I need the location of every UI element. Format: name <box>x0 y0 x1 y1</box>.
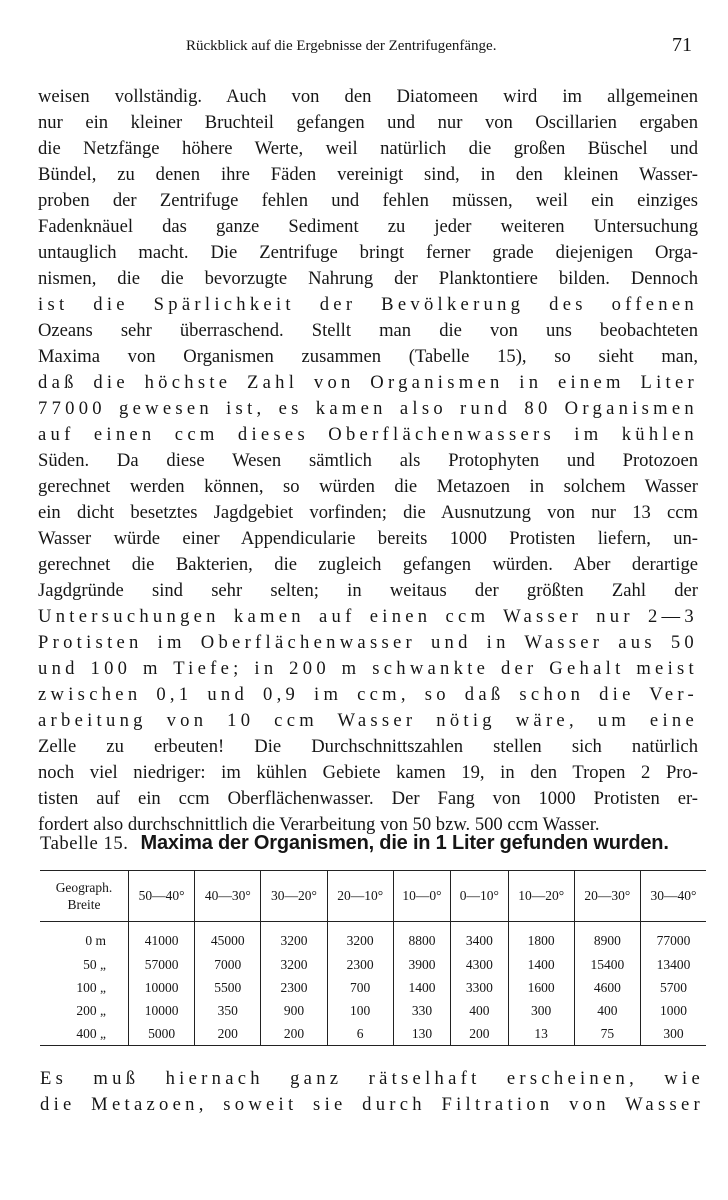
column-header: 10—0° <box>393 871 450 922</box>
table-cell: 3900 <box>393 953 450 976</box>
text-line: weisen vollständig. Auch von den Diatomeen wird im allgemeinen <box>38 86 698 107</box>
table-cell: 200 <box>261 1022 327 1046</box>
table-cell: 1600 <box>508 976 574 999</box>
text-line: Ozeans sehr überraschend. Stellt man die von uns beobachteten <box>38 320 698 341</box>
table-cell: 2300 <box>261 976 327 999</box>
table-cell: 57000 <box>129 953 195 976</box>
table-cell: 5700 <box>640 976 706 999</box>
column-header: 50—40° <box>129 871 195 922</box>
column-header: 20—10° <box>327 871 393 922</box>
table-cell: 77000 <box>640 922 706 954</box>
table-cell: 75 <box>574 1022 640 1046</box>
text-line: noch viel niedriger: im kühlen Gebiete kamen 19, in den Tropen 2 Pro- <box>38 762 698 783</box>
table-cell: 1400 <box>393 976 450 999</box>
table-cell: 10000 <box>129 999 195 1022</box>
column-header: 30—40° <box>640 871 706 922</box>
table-cell: 6 <box>327 1022 393 1046</box>
table-cell: 200 <box>195 1022 261 1046</box>
corner-header <box>40 871 129 922</box>
maxima-table <box>40 870 706 1046</box>
table-row <box>40 976 706 999</box>
text-line: Fadenknäuel das ganze Sediment zu jeder weiteren Untersuchung <box>38 216 698 237</box>
table-cell: 13 <box>508 1022 574 1046</box>
table-cell: 15400 <box>574 953 640 976</box>
table-title: Maxima der Organismen, die in 1 Liter gefunden wurden. <box>140 832 669 854</box>
text-line: fordert also durchschnittlich die Verarbeitung von 50 bzw. 500 ccm Wasser. <box>38 814 600 835</box>
table-header-row <box>40 871 706 922</box>
table-cell: 1400 <box>508 953 574 976</box>
text-line: tisten auf ein ccm Oberflächenwasser. Der Fang von 1000 Protisten er- <box>38 788 698 809</box>
continuation-text <box>40 1066 704 1118</box>
table-cell: 300 <box>508 999 574 1022</box>
row-label: 100 „ <box>76 979 106 995</box>
table-cell: 1800 <box>508 922 574 954</box>
table-cell: 13400 <box>640 953 706 976</box>
running-head <box>0 34 728 62</box>
text-line-emphasis: daß die höchste Zahl von Organismen in einem Liter <box>38 372 698 393</box>
text-line: proben der Zentrifuge fehlen und fehlen müssen, weil ein einziges <box>38 190 698 211</box>
corner-label: Breite <box>67 897 101 912</box>
text-line-emphasis: arbeitung von 10 ccm Wasser nötig wäre, um eine <box>38 710 698 731</box>
table-cell: 130 <box>393 1022 450 1046</box>
table-cell: 4600 <box>574 976 640 999</box>
table-cell: 900 <box>261 999 327 1022</box>
running-title: Rückblick auf die Ergebnisse der Zentrifugenfänge. <box>186 38 497 54</box>
text-line-emphasis: ist die Spärlichkeit der Bevölkerung des offenen <box>38 294 698 315</box>
text-line: nismen, die die bevorzugte Nahrung der Planktontiere bilden. Dennoch <box>38 268 698 289</box>
table-cell: 45000 <box>195 922 261 954</box>
column-header: 40—30° <box>195 871 261 922</box>
text-line-emphasis: auf einen ccm dieses Oberflächenwassers im kühlen <box>38 424 698 445</box>
text-line-emphasis: Protisten im Oberflächenwasser und in Wasser aus 50 <box>38 632 698 653</box>
table-cell: 400 <box>574 999 640 1022</box>
text-line: nur ein kleiner Bruchteil gefangen und nur von Oscillarien ergaben <box>38 112 698 133</box>
text-line-emphasis: Es muß hiernach ganz rätselhaft erscheinen, wie <box>40 1068 704 1089</box>
column-header: 20—30° <box>574 871 640 922</box>
table-cell: 3200 <box>261 953 327 976</box>
table-cell: 400 <box>451 999 508 1022</box>
table-caption <box>40 832 700 858</box>
table-cell: 200 <box>451 1022 508 1046</box>
column-header: 10—20° <box>508 871 574 922</box>
table-row <box>40 953 706 976</box>
row-label: 50 „ <box>83 956 106 972</box>
text-line: Wasser würde einer Appendicularie bereits 1000 Protisten liefern, un- <box>38 528 698 549</box>
text-line: gerechnet werden können, so würden die Metazoen in solchem Wasser <box>38 476 698 497</box>
text-line: Zelle zu erbeuten! Die Durchschnittszahlen stellen sich natürlich <box>38 736 698 757</box>
table-cell: 2300 <box>327 953 393 976</box>
text-line: untauglich macht. Die Zentrifuge bringt ferner grade diejenigen Orga- <box>38 242 698 263</box>
table-cell: 3400 <box>451 922 508 954</box>
table-cell: 5500 <box>195 976 261 999</box>
text-line: Jagdgründe sind sehr selten; in weitaus der größten Zahl der <box>38 580 698 601</box>
table-cell: 8900 <box>574 922 640 954</box>
text-line-emphasis: zwischen 0,1 und 0,9 im ccm, so daß schon die Ver- <box>38 684 698 705</box>
table-cell: 10000 <box>129 976 195 999</box>
table-number: Tabelle 15. <box>40 833 129 854</box>
body-text <box>38 84 698 838</box>
column-header: 0—10° <box>451 871 508 922</box>
table-cell: 1000 <box>640 999 706 1022</box>
table-cell: 100 <box>327 999 393 1022</box>
text-line: Bündel, zu denen ihre Fäden vereinigt sind, in den kleinen Wasser- <box>38 164 698 185</box>
table-row <box>40 1022 706 1046</box>
text-line: die Netzfänge höhere Werte, weil natürlich die großen Büschel und <box>38 138 698 159</box>
table-cell: 7000 <box>195 953 261 976</box>
page-number: 71 <box>672 34 692 56</box>
table-cell: 3200 <box>261 922 327 954</box>
text-line: Süden. Da diese Wesen sämtlich als Protophyten und Protozoen <box>38 450 698 471</box>
text-line-emphasis: und 100 m Tiefe; in 200 m schwankte der Gehalt meist <box>38 658 698 679</box>
table-row <box>40 922 706 954</box>
text-line-emphasis: Untersuchungen kamen auf einen ccm Wasser nur 2—3 <box>38 606 698 627</box>
row-label: 0 m <box>85 932 106 948</box>
table-cell: 330 <box>393 999 450 1022</box>
text-line: ein dicht besetztes Jagdgebiet vorfinden; die Ausnutzung von nur 13 ccm <box>38 502 698 523</box>
text-line: Maxima von Organismen zusammen (Tabelle 15), so sieht man, <box>38 346 698 367</box>
table-cell: 5000 <box>129 1022 195 1046</box>
table-row <box>40 999 706 1022</box>
table-cell: 700 <box>327 976 393 999</box>
text-line-emphasis: die Metazoen, soweit sie durch Filtration von Wasser <box>40 1094 704 1115</box>
row-label: 200 „ <box>76 1002 106 1018</box>
corner-label: Geograph. <box>55 880 113 895</box>
table-cell: 4300 <box>451 953 508 976</box>
table-cell: 3300 <box>451 976 508 999</box>
text-line: gerechnet die Bakterien, die zugleich gefangen würden. Aber derartige <box>38 554 698 575</box>
text-line-emphasis: 77000 gewesen ist, es kamen also rund 80 Organismen <box>38 398 698 419</box>
table-cell: 300 <box>640 1022 706 1046</box>
table-cell: 8800 <box>393 922 450 954</box>
table-cell: 41000 <box>129 922 195 954</box>
table-cell: 3200 <box>327 922 393 954</box>
table-cell: 350 <box>195 999 261 1022</box>
row-label: 400 „ <box>40 1022 129 1046</box>
column-header: 30—20° <box>261 871 327 922</box>
